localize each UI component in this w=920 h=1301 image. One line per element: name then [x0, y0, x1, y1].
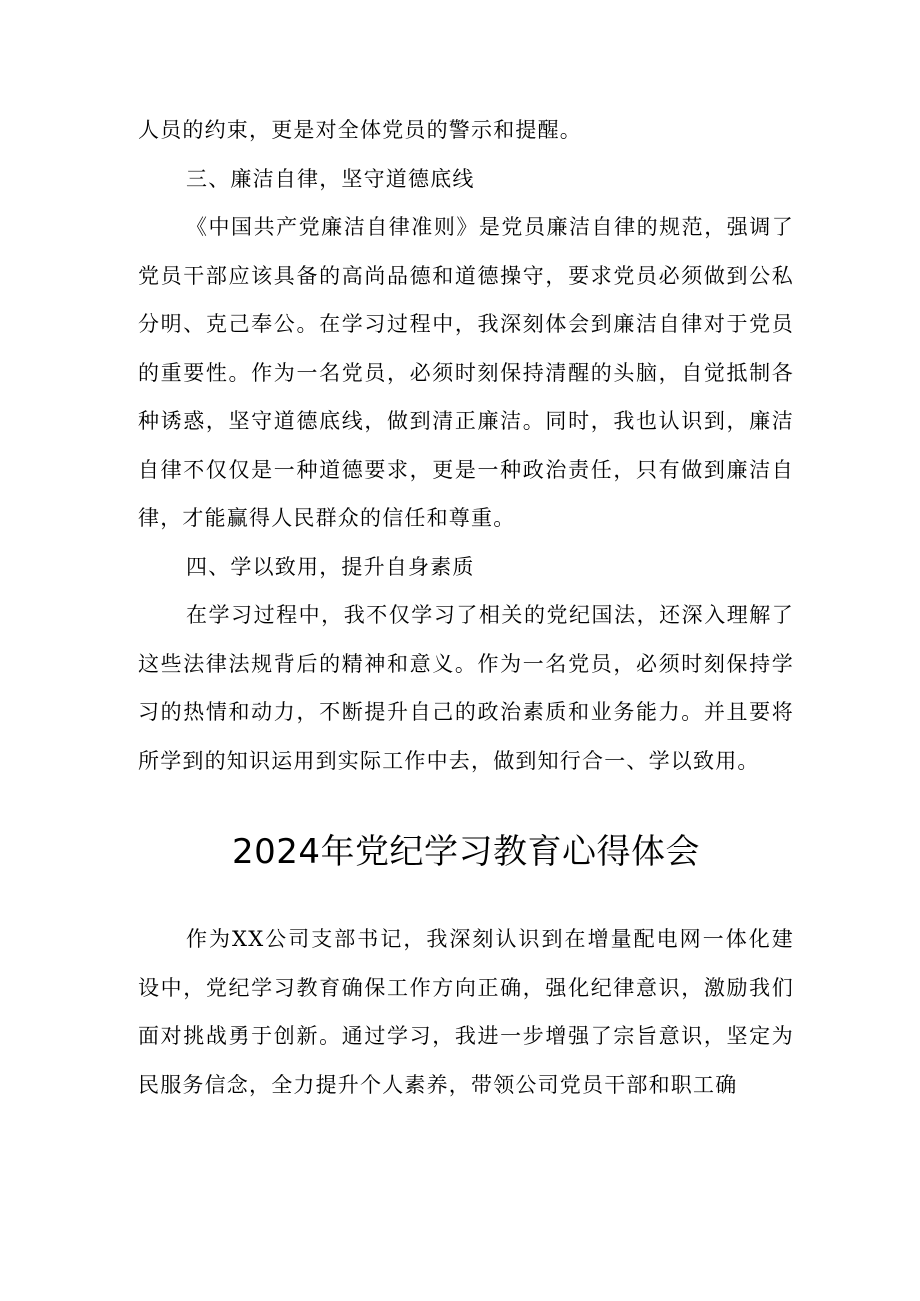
section-4-paragraph: 在学习过程中，我不仅学习了相关的党纪国法，还深入理解了这些法律法规背后的精神和意义。作为一名党员，必须时刻保持学习的热情和动力，不断提升自己的政治素质和业务能力。并且要将所学到的知识运用到实际工作中去，做到知行合一、学以致用。	[138, 603, 794, 773]
section-4-heading: 四、学以致用，提升自身素质	[186, 554, 475, 579]
section-3-paragraph: 《中国共产党廉洁自律准则》是党员廉洁自律的规范，强调了党员干部应该具备的高尚品德和道德操守，要求党员必须做到公私分明、克己奉公。在学习过程中，我深刻体会到廉洁自律对于党员的重要性。作为一名党员，必须时刻保持清醒的头脑，自觉抵制各种诱惑，坚守道德底线，做到清正廉洁。同时，我也认识到，廉洁自律不仅仅是一种道德要求，更是一种政治责任，只有做到廉洁自律，才能赢得人民群众的信任和尊重。	[138, 215, 794, 530]
paragraph-continuation: 人员的约束，更是对全体党员的警示和提醒。	[138, 118, 582, 142]
document-body	[138, 106, 794, 1109]
document-title: 2024年党纪学习教育心得体会	[231, 832, 701, 872]
section-3-heading: 三、廉洁自律，坚守道德底线	[186, 166, 475, 191]
intro-paragraph: 作为XX公司支部书记，我深刻认识到在增量配电网一体化建设中，党纪学习教育确保工作方向正确，强化纪律意识，激励我们面对挑战勇于创新。通过学习，我进一步增强了宗旨意识，坚定为民服务信念，全力提升个人素养，带领公司党员干部和职工确	[138, 927, 794, 1097]
